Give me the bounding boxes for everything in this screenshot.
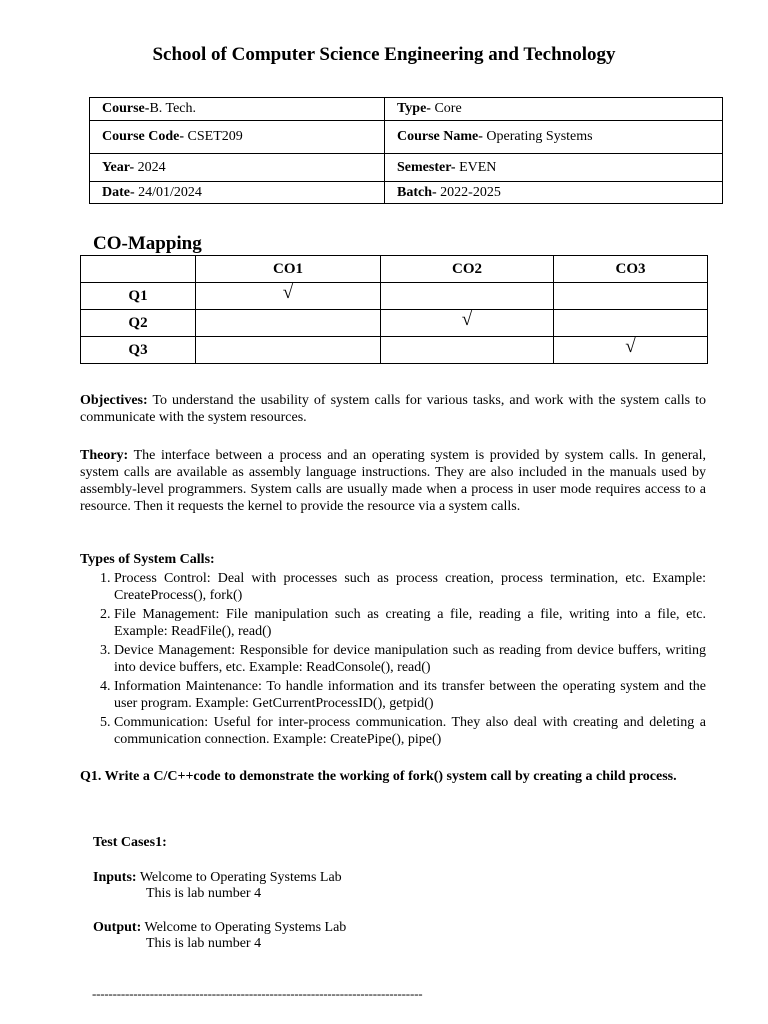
year-cell	[90, 154, 385, 182]
semester-label: Semester-	[397, 159, 456, 175]
test-cases-heading	[93, 835, 167, 851]
date-value: 24/01/2024	[134, 184, 202, 200]
semester-cell	[385, 154, 723, 182]
year-label: Year-	[102, 159, 135, 175]
co-header-co2: CO2	[381, 256, 554, 283]
list-item: 4. Information Maintenance: To handle information and its transfer between the operating system and the user program. Example: GetCurrentProcessID(), getpid()	[114, 678, 706, 712]
type-cell	[385, 98, 723, 121]
objectives-label: Objectives:	[80, 393, 148, 408]
co-mapping-title: CO-Mapping	[93, 233, 202, 254]
batch-label: Batch-	[397, 184, 437, 200]
list-item: 5. Communication: Useful for inter-process communication. They also deal with creating and deleting a communication connection. Example: CreatePipe(), pipe()	[114, 714, 706, 748]
checkmark-icon: √	[461, 309, 473, 330]
course-info-table	[89, 97, 723, 204]
inputs-line-2: This is lab number 4	[146, 886, 262, 901]
test-inputs	[93, 870, 342, 902]
checkmark-icon: √	[282, 282, 294, 303]
date-cell	[90, 182, 385, 204]
batch-cell	[385, 182, 723, 204]
type-label: Type-	[397, 101, 431, 116]
course-name-label: Course Name-	[397, 129, 483, 144]
batch-value: 2022-2025	[436, 184, 501, 200]
separator-line: --------------------------------------------------------------------------------	[92, 986, 423, 1001]
output-line-1: Welcome to Operating Systems Lab	[141, 920, 347, 935]
co-header-co1: CO1	[196, 256, 381, 283]
theory-label: Theory:	[80, 448, 129, 463]
question-1: Q1. Write a C/C++code to demonstrate the working of fork() system call by creating a child process.	[80, 769, 677, 784]
type-value: Core	[430, 101, 462, 116]
list-item: 2. File Management: File manipulation such as creating a file, reading a file, writing into a file, etc. Example: ReadFile(), read()	[114, 606, 706, 640]
inputs-line-1: Welcome to Operating Systems Lab	[136, 870, 342, 885]
output-label: Output:	[93, 920, 142, 935]
types-list	[80, 570, 706, 750]
co-mapping-table	[80, 255, 708, 364]
objectives-paragraph	[80, 392, 706, 426]
date-label: Date-	[102, 184, 135, 200]
co-row-q2	[81, 310, 708, 337]
co-row-label: Q1	[81, 283, 196, 310]
co-row-q1	[81, 283, 708, 310]
theory-text: The interface between a process and an operating system is provided by system calls. In general, system calls are available as assembly language instructions. They are also included in the manuals used by assembly-level programmers. System calls are usually made when a process in user mode requires access to a resource. Then it requests the kernel to provide the resource via a system calls.	[80, 448, 706, 514]
test-output	[93, 920, 346, 952]
co-row-label: Q2	[81, 310, 196, 337]
co-row-label: Q3	[81, 337, 196, 364]
course-cell	[90, 98, 385, 121]
course-name-cell	[385, 121, 723, 154]
list-item: 1. Process Control: Deal with processes such as process creation, process termination, etc. Example: CreateProcess(), fork()	[114, 570, 706, 604]
course-code-value: CSET209	[184, 129, 243, 144]
course-label: Course-	[102, 101, 150, 116]
co-header-blank	[81, 256, 196, 283]
list-item: 3. Device Management: Responsible for device manipulation such as reading from device buffers, writing into device buffers, etc. Example: ReadConsole(), read()	[114, 642, 706, 676]
output-line-2: This is lab number 4	[146, 936, 262, 951]
semester-value: EVEN	[455, 159, 497, 175]
types-heading: Types of System Calls:	[80, 552, 215, 567]
year-value: 2024	[134, 159, 166, 175]
checkmark-icon: √	[625, 336, 636, 357]
co-row-q3	[81, 337, 708, 364]
course-code-label: Course Code-	[102, 129, 185, 144]
page-title: School of Computer Science Engineering and Technology	[152, 44, 616, 65]
course-code-cell	[90, 121, 385, 154]
co-header-co3: CO3	[554, 256, 708, 283]
theory-paragraph	[80, 447, 706, 515]
course-value: B. Tech.	[149, 101, 197, 116]
inputs-label: Inputs:	[93, 870, 137, 885]
course-name-value: Operating Systems	[482, 129, 593, 144]
test-cases-label: Test Cases1:	[93, 835, 167, 850]
objectives-text: To understand the usability of system calls for various tasks, and work with the system calls to communicate with the system resources.	[80, 393, 706, 425]
